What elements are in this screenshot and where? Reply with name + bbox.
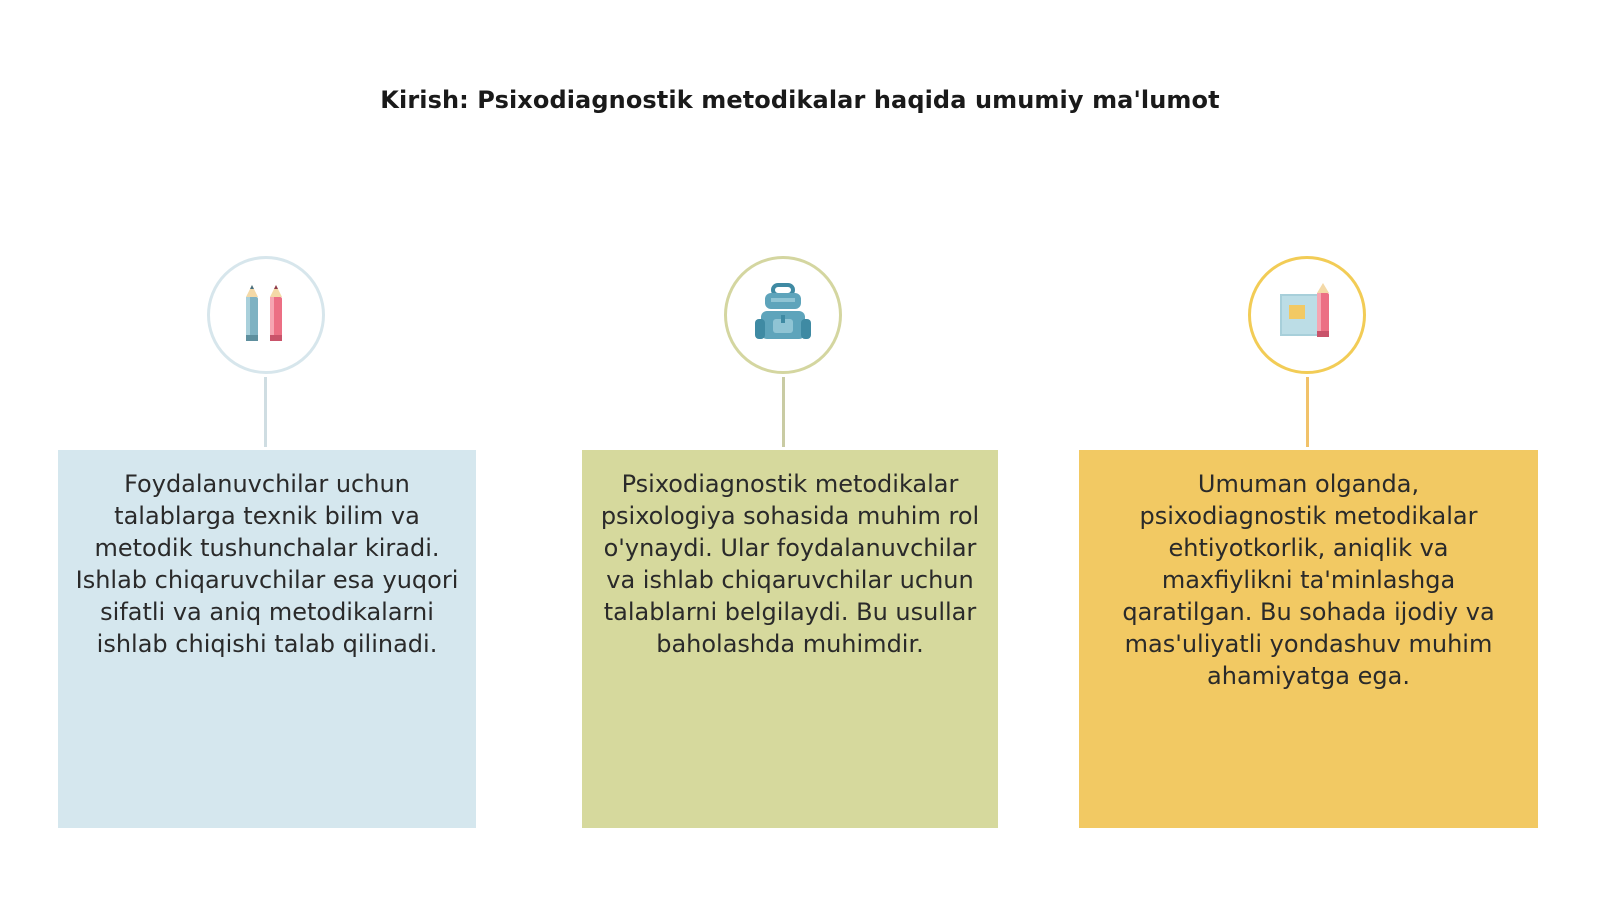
connector-line-3 xyxy=(1306,377,1309,447)
info-card-1 xyxy=(58,450,476,828)
icon-circle-1 xyxy=(207,256,325,374)
slide-title: Kirish: Psixodiagnostik metodikalar haqida umumiy ma'lumot xyxy=(380,86,1220,114)
icon-circle-2 xyxy=(724,256,842,374)
drawing-board-icon xyxy=(1275,281,1339,349)
card-text-1: Foydalanuvchilar uchun talablarga texnik bilim va metodik tushunchalar kiradi. Ishlab chiqaruvchilar esa yuqori sifatli va aniq metodikalarni ishlab chiqishi talab qilinadi. xyxy=(75,470,459,658)
connector-line-1 xyxy=(264,377,267,447)
card-text-3: Umuman olganda, psixodiagnostik metodikalar ehtiyotkorlik, aniqlik va maxfiylikni ta'minlashga qaratilgan. Bu sohada ijodiy va mas'uliyatli yondashuv muhim ahamiyatga ega. xyxy=(1122,470,1495,690)
card-text-2: Psixodiagnostik metodikalar psixologiya sohasida muhim rol o'ynaydi. Ular foydalanuvchilar va ishlab chiqaruvchilar uchun talablarni belgilaydi. Bu usullar baholashda muhimdir. xyxy=(600,470,980,658)
connector-line-2 xyxy=(782,377,785,447)
info-card-3 xyxy=(1079,450,1538,828)
pencils-icon xyxy=(238,281,294,349)
backpack-icon xyxy=(751,281,815,349)
info-card-2 xyxy=(582,450,998,828)
icon-circle-3 xyxy=(1248,256,1366,374)
